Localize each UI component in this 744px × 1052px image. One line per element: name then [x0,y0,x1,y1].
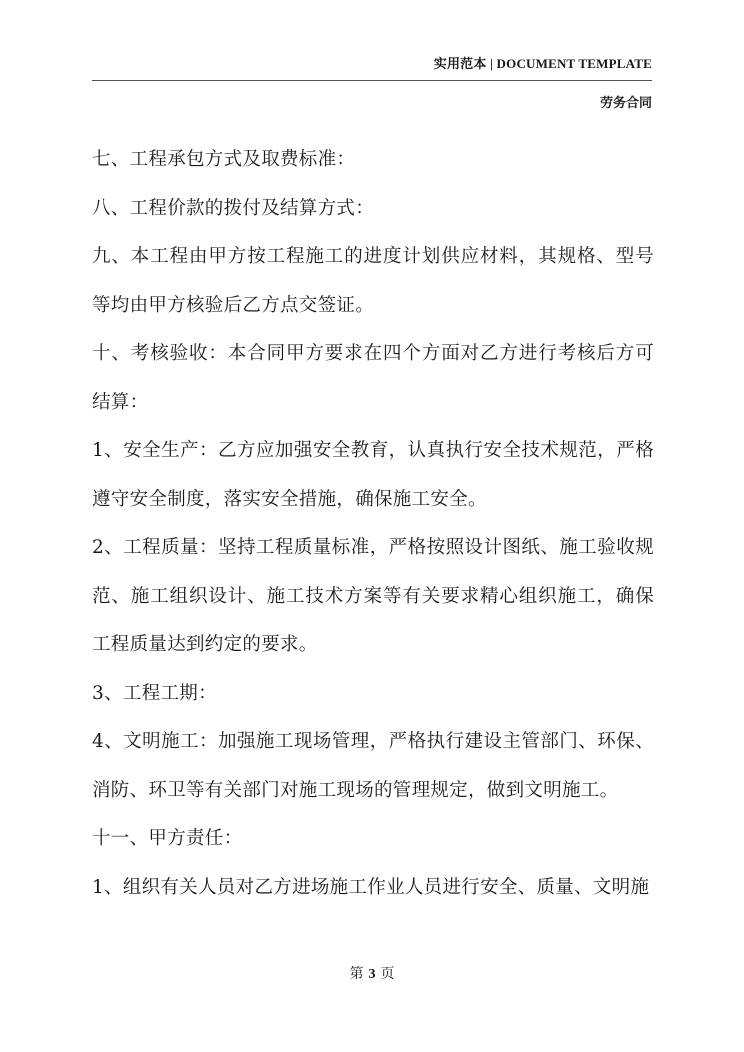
paragraph: 七、工程承包方式及取费标准： [92,149,356,170]
header-title: 实用范本 | DOCUMENT TEMPLATE [433,56,652,71]
paragraph: 3、工程工期： [92,682,217,704]
header-subtitle: 劳务合同 [599,95,652,110]
document-body [92,136,654,912]
footer-suffix: 页 [380,967,395,982]
paragraph: 1、组织有关人员对乙方进场施工作业人员进行安全、质量、文明施 [92,876,650,898]
paragraph: 1、安全生产：乙方应加强安全教育，认真执行安全技术规范，严格遵守安全制度，落实安全措施，确保施工安全。 [92,440,654,510]
paragraph: 十、考核验收：本合同甲方要求在四个方面对乙方进行考核后方可结算： [92,343,654,413]
paragraph: 4、文明施工：加强施工现场管理，严格执行建设主管部门、环保、消防、环卫等有关部门对施工现场的管理规定，做到文明施工。 [92,731,654,801]
paragraph: 十一、甲方责任： [92,828,243,849]
page-footer [0,963,744,983]
header-divider [92,80,652,81]
footer-prefix: 第 [349,967,364,982]
page-number: 3 [368,967,376,982]
paragraph: 2、工程质量：坚持工程质量标准，严格按照设计图纸、施工验收规范、施工组织设计、施工技术方案等有关要求精心组织施工，确保工程质量达到约定的要求。 [92,537,654,655]
paragraph: 八、工程价款的拨付及结算方式： [92,197,375,219]
paragraph: 九、本工程由甲方按工程施工的进度计划供应材料，其规格、型号等均由甲方核验后乙方点交签证。 [92,246,654,316]
